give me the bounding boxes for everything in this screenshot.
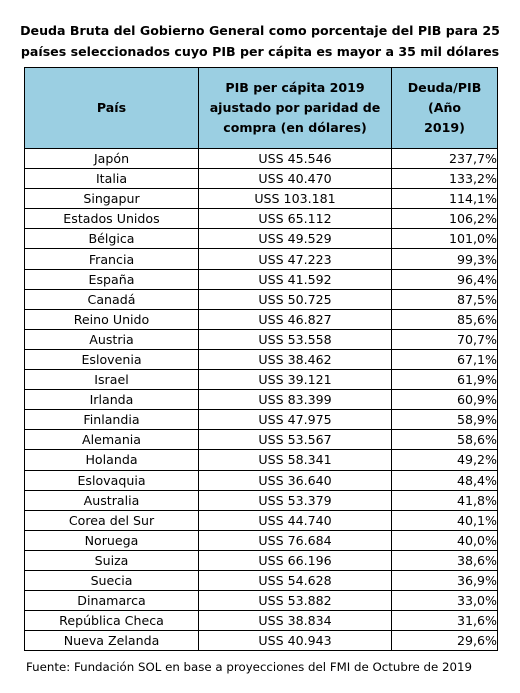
table-row bbox=[25, 249, 498, 269]
country-cell: Noruega bbox=[25, 530, 199, 550]
country-cell: Finlandia bbox=[25, 410, 199, 430]
debt-cell: 40,1% bbox=[392, 510, 498, 530]
table-row bbox=[25, 570, 498, 590]
title-line-2: países seleccionados cuyo PIB per cápita es mayor a 35 mil dólares bbox=[20, 44, 500, 59]
debt-cell: 38,6% bbox=[392, 550, 498, 570]
source-note: Fuente: Fundación SOL en base a proyecciones del FMI de Octubre de 2019 bbox=[26, 660, 472, 674]
country-cell: Japón bbox=[25, 149, 199, 169]
gdp-cell: USS 53.567 bbox=[199, 430, 392, 450]
table-row bbox=[25, 329, 498, 349]
debt-cell: 70,7% bbox=[392, 329, 498, 349]
country-cell: Dinamarca bbox=[25, 591, 199, 611]
page-title bbox=[0, 20, 520, 62]
gdp-cell: USS 44.740 bbox=[199, 510, 392, 530]
debt-cell: 237,7% bbox=[392, 149, 498, 169]
country-cell: Austria bbox=[25, 329, 199, 349]
table-row bbox=[25, 370, 498, 390]
debt-cell: 133,2% bbox=[392, 169, 498, 189]
gdp-cell: USS 40.470 bbox=[199, 169, 392, 189]
debt-cell: 40,0% bbox=[392, 530, 498, 550]
country-cell: Corea del Sur bbox=[25, 510, 199, 530]
table-row bbox=[25, 390, 498, 410]
gdp-cell: USS 46.827 bbox=[199, 309, 392, 329]
debt-cell: 33,0% bbox=[392, 591, 498, 611]
country-cell: Irlanda bbox=[25, 390, 199, 410]
table-row bbox=[25, 550, 498, 570]
header-debt: Deuda/PIB (Año 2019) bbox=[392, 68, 498, 149]
table-row bbox=[25, 149, 498, 169]
gdp-cell: USS 53.379 bbox=[199, 490, 392, 510]
country-cell: República Checa bbox=[25, 611, 199, 631]
debt-cell: 29,6% bbox=[392, 631, 498, 651]
table-row bbox=[25, 169, 498, 189]
debt-cell: 36,9% bbox=[392, 570, 498, 590]
debt-cell: 49,2% bbox=[392, 450, 498, 470]
debt-cell: 106,2% bbox=[392, 209, 498, 229]
debt-table bbox=[24, 67, 498, 651]
debt-cell: 58,9% bbox=[392, 410, 498, 430]
table-row bbox=[25, 309, 498, 329]
gdp-cell: USS 50.725 bbox=[199, 289, 392, 309]
gdp-cell: USS 39.121 bbox=[199, 370, 392, 390]
debt-cell: 41,8% bbox=[392, 490, 498, 510]
debt-cell: 101,0% bbox=[392, 229, 498, 249]
gdp-cell: USS 36.640 bbox=[199, 470, 392, 490]
gdp-cell: USS 45.546 bbox=[199, 149, 392, 169]
gdp-cell: USS 40.943 bbox=[199, 631, 392, 651]
gdp-cell: USS 83.399 bbox=[199, 390, 392, 410]
debt-cell: 99,3% bbox=[392, 249, 498, 269]
gdp-cell: USS 53.882 bbox=[199, 591, 392, 611]
country-cell: Suecia bbox=[25, 570, 199, 590]
gdp-cell: USS 103.181 bbox=[199, 189, 392, 209]
table-row bbox=[25, 490, 498, 510]
country-cell: Australia bbox=[25, 490, 199, 510]
debt-cell: 85,6% bbox=[392, 309, 498, 329]
debt-cell: 114,1% bbox=[392, 189, 498, 209]
debt-cell: 58,6% bbox=[392, 430, 498, 450]
table-header-row bbox=[25, 68, 498, 149]
country-cell: Francia bbox=[25, 249, 199, 269]
gdp-cell: USS 38.834 bbox=[199, 611, 392, 631]
title-line-1: Deuda Bruta del Gobierno General como porcentaje del PIB para 25 bbox=[20, 23, 500, 38]
country-cell: Estados Unidos bbox=[25, 209, 199, 229]
gdp-cell: USS 47.975 bbox=[199, 410, 392, 430]
table-row bbox=[25, 209, 498, 229]
table-row bbox=[25, 591, 498, 611]
country-cell: Nueva Zelanda bbox=[25, 631, 199, 651]
country-cell: Holanda bbox=[25, 450, 199, 470]
country-cell: Eslovaquia bbox=[25, 470, 199, 490]
country-cell: Italia bbox=[25, 169, 199, 189]
gdp-cell: USS 49.529 bbox=[199, 229, 392, 249]
debt-cell: 67,1% bbox=[392, 349, 498, 369]
debt-cell: 96,4% bbox=[392, 269, 498, 289]
country-cell: Bélgica bbox=[25, 229, 199, 249]
table-row bbox=[25, 510, 498, 530]
debt-cell: 60,9% bbox=[392, 390, 498, 410]
table-row bbox=[25, 450, 498, 470]
table-row bbox=[25, 229, 498, 249]
gdp-cell: USS 41.592 bbox=[199, 269, 392, 289]
table-row bbox=[25, 289, 498, 309]
debt-cell: 48,4% bbox=[392, 470, 498, 490]
gdp-cell: USS 76.684 bbox=[199, 530, 392, 550]
header-gdp: PIB per cápita 2019 ajustado por paridad de compra (en dólares) bbox=[199, 68, 392, 149]
table-row bbox=[25, 410, 498, 430]
table-row bbox=[25, 189, 498, 209]
table-row bbox=[25, 631, 498, 651]
table-row bbox=[25, 430, 498, 450]
table-row bbox=[25, 530, 498, 550]
gdp-cell: USS 66.196 bbox=[199, 550, 392, 570]
debt-cell: 61,9% bbox=[392, 370, 498, 390]
debt-cell: 87,5% bbox=[392, 289, 498, 309]
gdp-cell: USS 53.558 bbox=[199, 329, 392, 349]
header-country: País bbox=[25, 68, 199, 149]
country-cell: Alemania bbox=[25, 430, 199, 450]
gdp-cell: USS 54.628 bbox=[199, 570, 392, 590]
country-cell: Reino Unido bbox=[25, 309, 199, 329]
gdp-cell: USS 38.462 bbox=[199, 349, 392, 369]
table-row bbox=[25, 269, 498, 289]
gdp-cell: USS 65.112 bbox=[199, 209, 392, 229]
table-row bbox=[25, 470, 498, 490]
debt-cell: 31,6% bbox=[392, 611, 498, 631]
country-cell: Singapur bbox=[25, 189, 199, 209]
gdp-cell: USS 47.223 bbox=[199, 249, 392, 269]
table-row bbox=[25, 349, 498, 369]
table-row bbox=[25, 611, 498, 631]
country-cell: Israel bbox=[25, 370, 199, 390]
gdp-cell: USS 58.341 bbox=[199, 450, 392, 470]
country-cell: Eslovenia bbox=[25, 349, 199, 369]
country-cell: España bbox=[25, 269, 199, 289]
country-cell: Canadá bbox=[25, 289, 199, 309]
country-cell: Suiza bbox=[25, 550, 199, 570]
